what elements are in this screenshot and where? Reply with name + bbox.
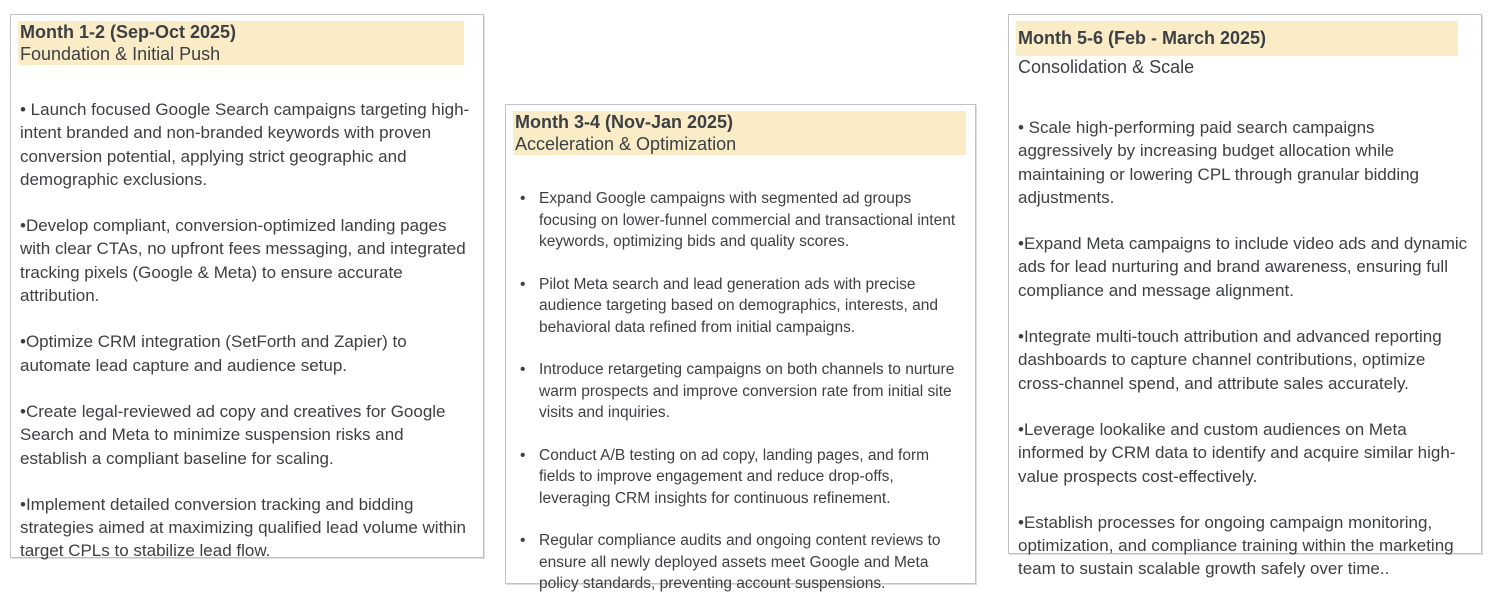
panel-body: [1016, 116, 1474, 581]
phase-item: •Integrate multi-touch attribution and advanced reporting dashboards to capture channel contributions, optimize cross-channel spend, and attribute sales accurately.: [1018, 327, 1442, 393]
phase-panel-month-1-2: [10, 14, 484, 561]
phase-item: [518, 445, 968, 510]
header-highlight: [18, 21, 464, 65]
phase-item: • Scale high-performing paid search campaigns aggressively by increasing budget allocation while maintaining or lowering CPL through granular bidding adjustments.: [1018, 118, 1420, 207]
panel-title: Month 3-4 (Nov-Jan 2025): [515, 112, 734, 132]
phase-item-text: Regular compliance audits and ongoing content reviews to ensure all newly deployed assets meet Google and Meta policy standards, preventing account suspensions.: [539, 532, 941, 592]
panel-subtitle: Foundation & Initial Push: [20, 44, 221, 64]
panel-header: [1016, 21, 1474, 78]
panel-header: [513, 111, 968, 155]
bullet-icon: •: [520, 532, 526, 549]
bullet-icon: •: [520, 275, 526, 293]
panel-subtitle: Acceleration & Optimization: [515, 134, 737, 154]
phase-item-text: Pilot Meta search and lead generation ads with precise audience targeting based on demographics, interests, and behavioral data refined from initial campaigns.: [539, 275, 938, 336]
panel-title: Month 1-2 (Sep-Oct 2025): [20, 22, 237, 42]
phase-item: [518, 530, 968, 595]
phase-item: •Expand Meta campaigns to include video ads and dynamic ads for lead nurturing and brand awareness, ensuring full compliance and message alignment.: [1018, 234, 1468, 300]
phase-item-text: Conduct A/B testing on ad copy, landing pages, and form fields to improve engagement and reduce drop-offs, leveraging CRM insights for continuous refinement.: [539, 446, 930, 507]
phase-item: •Develop compliant, conversion-optimized landing pages with clear CTAs, no upfront fees messaging, and integrated tracking pixels (Google & Meta) to ensure accurate attribution.: [20, 216, 466, 306]
phase-item: •Leverage lookalike and custom audiences on Meta informed by CRM data to identify and acquire similar high-value prospects cost-effectively.: [1018, 419, 1456, 486]
phase-item-text: Expand Google campaigns with segmented ad groups focusing on lower-funnel commercial and transactional intent keywords, optimizing bids and quality scores.: [539, 190, 956, 250]
phase-item: • Launch focused Google Search campaigns targeting high-intent branded and non-branded keywords with proven conversion potential, applying strict geographic and demographic exclusions.: [20, 100, 470, 189]
phase-item: [518, 188, 968, 253]
panel-subtitle: Consolidation & Scale: [1018, 57, 1195, 77]
phase-item: •Implement detailed conversion tracking and bidding strategies aimed at maximizing qualified lead volume within target CPLs to stabilize lead flow.: [20, 494, 466, 561]
phase-item: [518, 274, 968, 339]
phase-panel-month-3-4: [505, 104, 976, 592]
bullet-icon: •: [520, 190, 526, 207]
bullet-icon: •: [520, 361, 526, 378]
phase-item: •Establish processes for ongoing campaign monitoring, optimization, and compliance training within the marketing team to sustain scalable growth safely over time..: [1018, 512, 1454, 579]
phase-item: [518, 359, 968, 424]
panel-body: [513, 188, 968, 595]
header-highlight: [513, 111, 966, 155]
phase-item-text: Introduce retargeting campaigns on both channels to nurture warm prospects and improve conversion rate from initial site visits and inquiries.: [539, 361, 955, 421]
bullet-icon: •: [520, 446, 526, 464]
panel-body: [18, 98, 476, 563]
panel-title: Month 5-6 (Feb - March 2025): [1016, 21, 1458, 56]
phase-panel-month-5-6: [1008, 14, 1482, 579]
phase-item: •Create legal-reviewed ad copy and creatives for Google Search and Meta to minimize suspension risks and establish a compliant baseline for scaling.: [20, 401, 446, 468]
panel-header: [18, 21, 476, 65]
phase-item: •Optimize CRM integration (SetForth and Zapier) to automate lead capture and audience setup.: [20, 332, 407, 375]
